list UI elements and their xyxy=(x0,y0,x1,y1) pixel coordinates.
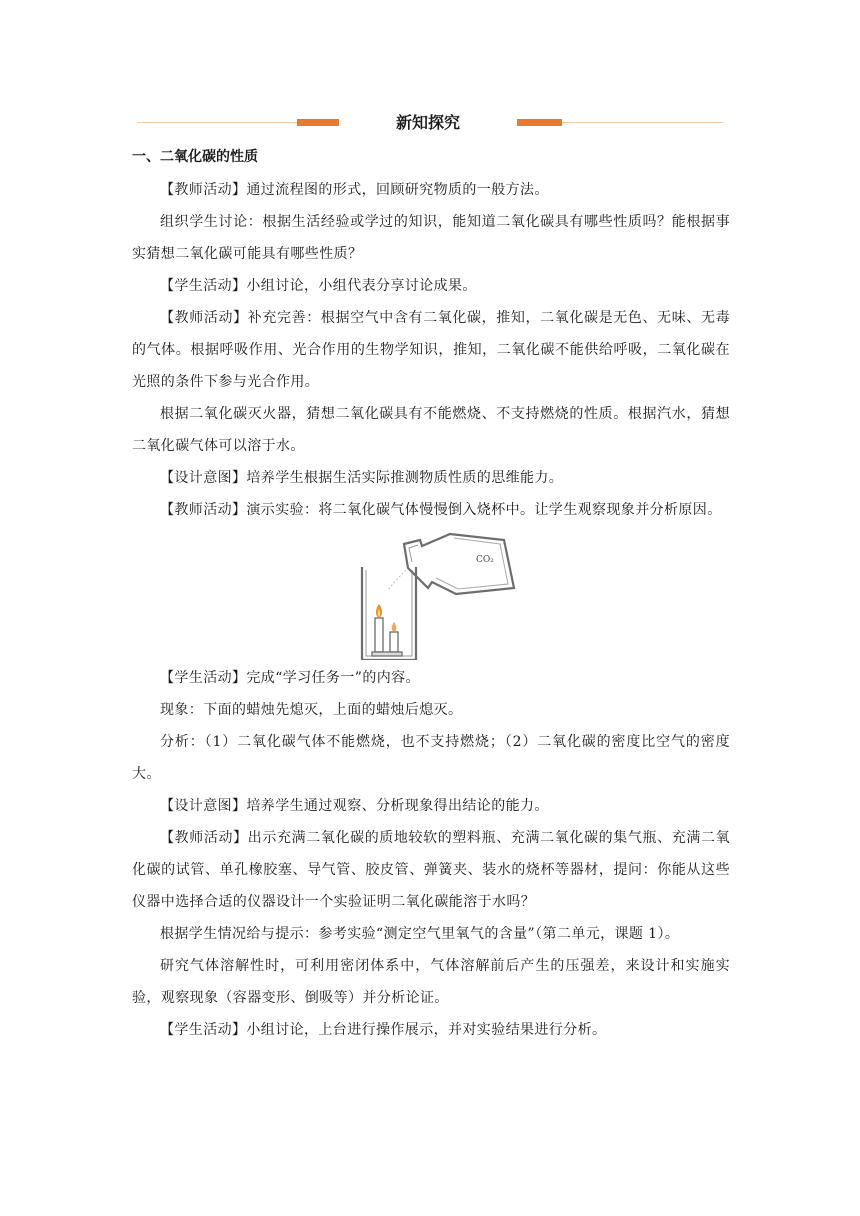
gas-bottle-icon xyxy=(404,534,514,594)
paragraph: 现象：下面的蜡烛先熄灭，上面的蜡烛后熄灭。 xyxy=(160,702,463,718)
header-title: 新知探究 xyxy=(395,113,460,132)
section-header xyxy=(137,106,723,138)
paragraph: 【学生活动】完成“学习任务一”的内容。 xyxy=(160,670,420,686)
co2-label: CO₂ xyxy=(476,555,494,565)
section-title: 一、二氧化碳的性质 xyxy=(132,149,258,165)
paragraph: 【设计意图】培养学生根据生活实际推测物质性质的思维能力。 xyxy=(160,470,564,486)
header-accent-bar-right xyxy=(517,119,562,126)
header-rule-left xyxy=(137,122,297,123)
paragraph: 根据二氧化碳灭火器，猜想二氧化碳具有不能燃烧、不支持燃烧的性质。根据汽水，猜想二氧化碳气体可以溶于水。 xyxy=(132,406,730,454)
beaker-icon xyxy=(362,567,416,660)
paragraph: 【教师活动】补充完善：根据空气中含有二氧化碳，推知，二氧化碳是无色、无味、无毒的气体。根据呼吸作用、光合作用的生物学知识，推知，二氧化碳不能供给呼吸，二氧化碳在光照的条件下参与光合作用。 xyxy=(132,310,730,390)
main-content xyxy=(132,140,730,1046)
paragraph: 【学生活动】小组讨论，上台进行操作展示，并对实验结果进行分析。 xyxy=(160,1022,607,1038)
paragraph: 【教师活动】通过流程图的形式，回顾研究物质的一般方法。 xyxy=(160,182,549,198)
paragraph: 研究气体溶解性时，可利用密闭体系中，气体溶解前后产生的压强差，来设计和实施实验，观察现象（容器变形、倒吸等）并分析论证。 xyxy=(132,958,730,1006)
co2-pouring-illustration xyxy=(358,532,518,660)
gas-stream xyxy=(388,570,406,590)
paragraph: 组织学生讨论：根据生活经验或学过的知识，能知道二氧化碳具有哪些性质吗？能根据事实猜想二氧化碳可能具有哪些性质？ xyxy=(132,214,730,262)
paragraph: 根据学生情况给与提示：参考实验“测定空气里氧气的含量”（第二单元，课题 1）。 xyxy=(160,926,680,942)
paragraph: 【设计意图】培养学生通过观察、分析现象得出结论的能力。 xyxy=(160,798,549,814)
candle-icon xyxy=(372,618,402,656)
experiment-figure xyxy=(132,526,730,662)
header-rule-right xyxy=(562,122,723,123)
paragraph: 【教师活动】演示实验：将二氧化碳气体慢慢倒入烧杯中。让学生观察现象并分析原因。 xyxy=(160,502,722,518)
paragraph: 【学生活动】小组讨论，小组代表分享讨论成果。 xyxy=(160,278,477,294)
paragraph: 【教师活动】出示充满二氧化碳的质地较软的塑料瓶、充满二氧化碳的集气瓶、充满二氧化碳的试管、单孔橡胶塞、导气管、胶皮管、弹簧夹、装水的烧杯等器材，提问：你能从这些仪器中选择合适的仪器设计一个实验证明二氧化碳能溶于水吗？ xyxy=(132,830,730,910)
paragraph: 分析：（1）二氧化碳气体不能燃烧，也不支持燃烧；（2）二氧化碳的密度比空气的密度大。 xyxy=(132,734,730,782)
header-accent-bar-left xyxy=(297,119,339,126)
